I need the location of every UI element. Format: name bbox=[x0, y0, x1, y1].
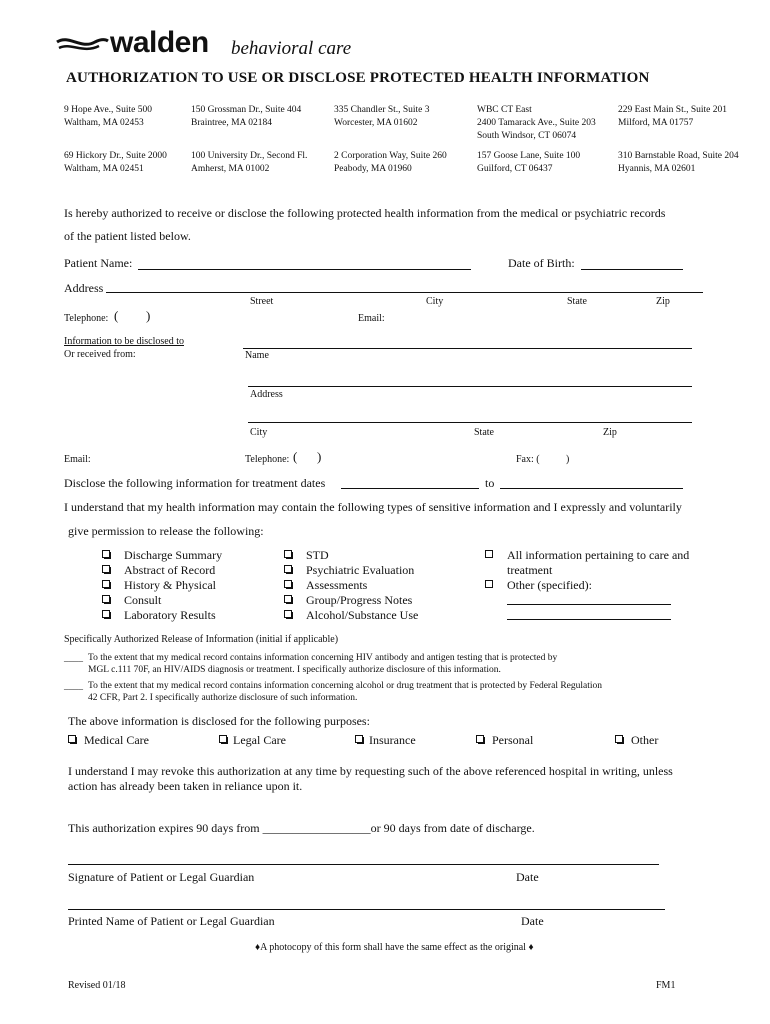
revoke-line-1: I understand I may revoke this authorization at any time by requesting such of the above referenced hospital in writing, unless bbox=[68, 764, 673, 778]
checkbox-icon bbox=[284, 580, 292, 588]
location-6: 69 Hickory Dr., Suite 2000 Waltham, MA 02451 bbox=[64, 151, 167, 174]
street-caption: Street bbox=[250, 296, 274, 307]
checkbox-icon bbox=[284, 610, 292, 618]
recipient-name-caption: Name bbox=[245, 350, 269, 361]
location-7: 100 University Dr., Second Fl. Amherst, MA 01002 bbox=[191, 151, 308, 174]
recipient-telephone-label: Telephone: bbox=[245, 454, 290, 465]
checkbox-icon bbox=[615, 735, 623, 743]
location-1: 9 Hope Ave., Suite 500 Waltham, MA 02453 bbox=[64, 105, 152, 128]
photocopy-note: ♦A photocopy of this form shall have the same effect as the original ♦ bbox=[255, 942, 534, 953]
zip-caption: Zip bbox=[656, 296, 670, 307]
signature-date-label: Date bbox=[516, 870, 539, 884]
dob-label: Date of Birth: bbox=[508, 256, 575, 270]
sensitive-line-2: give permission to release the following: bbox=[68, 524, 264, 538]
recipient-address-caption: Address bbox=[250, 389, 283, 400]
dates-label: Disclose the following information for treatment dates bbox=[64, 476, 326, 490]
dates-to: to bbox=[485, 476, 495, 490]
form-code: FM1 bbox=[656, 980, 676, 991]
other-specified-field-2[interactable] bbox=[507, 619, 671, 620]
recipient-phone-paren-close: ) bbox=[317, 449, 322, 464]
recipient-fax-label: Fax: ( bbox=[516, 454, 540, 465]
location-8: 2 Corporation Way, Suite 260 Peabody, MA 01960 bbox=[334, 151, 447, 174]
patient-name-label: Patient Name: bbox=[64, 256, 133, 270]
checkbox-icon bbox=[68, 735, 76, 743]
all-information-continued: treatment bbox=[507, 563, 553, 577]
diamond-icon: ♦ bbox=[255, 942, 261, 953]
patient-address-label: Address bbox=[64, 281, 104, 295]
checkbox-icon bbox=[102, 550, 110, 558]
signature-label: Signature of Patient or Legal Guardian bbox=[68, 870, 255, 884]
logo-word: walden bbox=[110, 26, 209, 59]
recipient-city-field[interactable] bbox=[248, 422, 692, 423]
intro-line-2: of the patient listed below. bbox=[64, 229, 191, 243]
form-title: AUTHORIZATION TO USE OR DISCLOSE PROTECTED HEALTH INFORMATION bbox=[66, 70, 650, 86]
location-4: WBC CT East 2400 Tamarack Ave., Suite 203 South Windsor, CT 06074 bbox=[477, 105, 596, 141]
checkbox-icon bbox=[102, 580, 110, 588]
recipient-fax-close: ) bbox=[566, 454, 570, 465]
patient-email-label: Email: bbox=[358, 313, 385, 324]
checkbox-icon bbox=[485, 580, 493, 588]
state-caption: State bbox=[567, 296, 587, 307]
hiv-line-1: To the extent that my medical record contains information concerning HIV antibody and antigen testing that is protected by bbox=[88, 653, 558, 663]
recipient-label-2: Or received from: bbox=[64, 349, 136, 360]
checkbox-icon bbox=[284, 565, 292, 573]
signature-field[interactable] bbox=[68, 864, 659, 865]
other-specified-field-1[interactable] bbox=[507, 604, 671, 605]
patient-address-field[interactable] bbox=[106, 292, 703, 293]
expires-date-field[interactable]: __________________ bbox=[262, 821, 371, 835]
city-caption: City bbox=[426, 296, 444, 307]
alcohol-line-2: 42 CFR, Part 2. I specifically authorize disclosure of such information. bbox=[88, 693, 358, 703]
recipient-label-1: Information to be disclosed to bbox=[64, 336, 184, 347]
recipient-address-field[interactable] bbox=[248, 386, 692, 387]
checkbox-icon bbox=[102, 610, 110, 618]
hiv-line-2: MGL c.111 70F, an HIV/AIDS diagnosis or treatment. I specifically authorize disclosure of this information. bbox=[88, 665, 501, 675]
revised-date: Revised 01/18 bbox=[68, 980, 126, 991]
date-from-field[interactable] bbox=[341, 488, 479, 489]
purposes-heading: The above information is disclosed for the following purposes: bbox=[68, 714, 370, 728]
patient-phone-paren-open: ( bbox=[114, 308, 119, 323]
location-5: 229 East Main St., Suite 201 Milford, MA 01757 bbox=[618, 105, 727, 128]
checkbox-icon bbox=[284, 595, 292, 603]
specific-heading: Specifically Authorized Release of Information (initial if applicable) bbox=[64, 634, 339, 645]
patient-name-field[interactable] bbox=[138, 269, 471, 270]
recipient-phone-paren-open: ( bbox=[293, 449, 298, 464]
recipient-email-label: Email: bbox=[64, 454, 91, 465]
location-10: 310 Barnstable Road, Suite 204 Hyannis, MA 02601 bbox=[618, 151, 739, 174]
intro-line-1: Is hereby authorized to receive or disclose the following protected health information from the medical or psychiatric records bbox=[64, 206, 666, 220]
recipient-name-field[interactable] bbox=[243, 348, 692, 349]
checkbox-icon bbox=[355, 735, 363, 743]
alcohol-line-1: To the extent that my medical record contains information concerning alcohol or drug treatment that is protected by Federal Regulation bbox=[88, 681, 603, 691]
date-to-field[interactable] bbox=[500, 488, 683, 489]
printed-name-field[interactable] bbox=[68, 909, 665, 910]
location-9: 157 Goose Lane, Suite 100 Guilford, CT 06437 bbox=[477, 151, 581, 174]
location-3: 335 Chandler St., Suite 3 Worcester, MA 01602 bbox=[334, 105, 430, 128]
location-2: 150 Grossman Dr., Suite 404 Braintree, MA 02184 bbox=[191, 105, 302, 128]
printed-name-label: Printed Name of Patient or Legal Guardian bbox=[68, 914, 275, 928]
checkbox-icon bbox=[219, 735, 227, 743]
hiv-initial-field[interactable]: ____ bbox=[64, 654, 83, 664]
sensitive-line-1: I understand that my health information may contain the following types of sensitive information and I expressly and voluntarily bbox=[64, 500, 682, 514]
revoke-line-2: action has already been taken in reliance upon it. bbox=[68, 779, 303, 793]
recipient-city-caption: City bbox=[250, 427, 268, 438]
checkbox-icon bbox=[476, 735, 484, 743]
swoosh-icon bbox=[55, 36, 109, 54]
recipient-state-caption: State bbox=[474, 427, 494, 438]
expires-text: This authorization expires 90 days from __________________or 90 days from date of discharge. bbox=[68, 821, 535, 835]
checkbox-icon bbox=[284, 550, 292, 558]
recipient-zip-caption: Zip bbox=[603, 427, 617, 438]
diamond-icon: ♦ bbox=[528, 942, 534, 953]
alcohol-initial-field[interactable]: ____ bbox=[64, 682, 83, 692]
patient-telephone-label: Telephone: bbox=[64, 313, 109, 324]
checkbox-icon bbox=[102, 595, 110, 603]
checkbox-icon bbox=[102, 565, 110, 573]
checkbox-icon bbox=[485, 550, 493, 558]
dob-field[interactable] bbox=[581, 269, 683, 270]
logo-subtitle: behavioral care bbox=[231, 38, 352, 59]
printed-date-label: Date bbox=[521, 914, 544, 928]
patient-phone-paren-close: ) bbox=[146, 308, 151, 323]
